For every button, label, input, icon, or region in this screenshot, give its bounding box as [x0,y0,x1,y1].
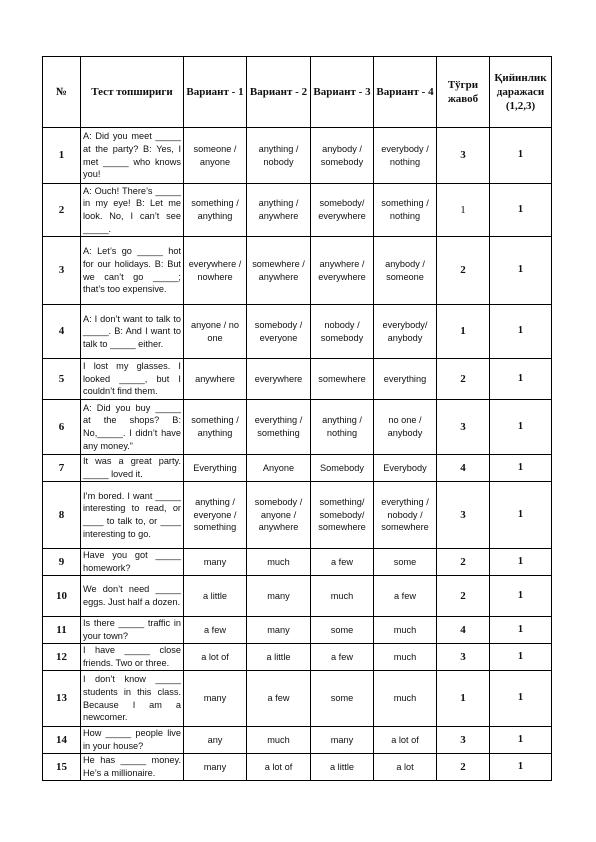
question-text: I have _____ close friends. Two or three. [81,644,184,671]
difficulty-level-cell: 1 [490,617,552,644]
question-number: 11 [43,617,81,644]
variant-2-cell: a few [247,671,311,727]
correct-answer-cell: 2 [437,754,490,781]
difficulty-level-cell: 1 [490,644,552,671]
variant-2-cell: somebody / anyone / anywhere [247,482,311,549]
variant-1-cell: anywhere [184,359,247,400]
difficulty-level-cell: 1 [490,754,552,781]
header-difficulty-level: Қийинлик даражаси (1,2,3) [490,57,552,128]
variant-4-cell: much [374,671,437,727]
variant-3-cell: nobody / somebody [311,305,374,359]
table-row [43,644,552,671]
variant-3-cell: somewhere [311,359,374,400]
variant-3-cell: anywhere / everywhere [311,237,374,305]
variant-2-cell: a lot of [247,754,311,781]
variant-1-cell: a few [184,617,247,644]
variant-4-cell: a lot of [374,727,437,754]
correct-answer-cell: 2 [437,237,490,305]
header-question: Тест топшириги [81,57,184,128]
difficulty-level-cell: 1 [490,549,552,576]
variant-1-cell: many [184,549,247,576]
variant-4-cell: a few [374,576,437,617]
question-number: 15 [43,754,81,781]
question-number: 14 [43,727,81,754]
variant-4-cell: much [374,617,437,644]
variant-4-cell: everybody / nothing [374,128,437,184]
variant-3-cell: some [311,617,374,644]
variant-1-cell: anyone / no one [184,305,247,359]
difficulty-level-cell: 1 [490,455,552,482]
table-row [43,549,552,576]
correct-answer-cell: 1 [437,305,490,359]
variant-2-cell: everywhere [247,359,311,400]
variant-1-cell: something / anything [184,184,247,237]
table-row [43,359,552,400]
table-row [43,671,552,727]
variant-1-cell: everywhere / nowhere [184,237,247,305]
variant-3-cell: anybody / somebody [311,128,374,184]
variant-1-cell: Everything [184,455,247,482]
variant-4-cell: everything / nobody / somewhere [374,482,437,549]
correct-answer-cell: 2 [437,576,490,617]
question-text: A: Did you meet _____ at the party? B: Yes, I met _____ who knows you! [81,128,184,184]
header-row [43,57,552,128]
correct-answer-cell: 3 [437,400,490,455]
correct-answer-cell: 2 [437,359,490,400]
variant-3-cell: a few [311,549,374,576]
table-row [43,482,552,549]
question-text: A: Ouch! There’s _____ in my eye! B: Let me look. No, I can’t see _____. [81,184,184,237]
correct-answer-cell: 3 [437,727,490,754]
question-text: It was a great party. _____ loved it. [81,455,184,482]
correct-answer-cell: 3 [437,128,490,184]
variant-2-cell: many [247,576,311,617]
variant-3-cell: anything / nothing [311,400,374,455]
question-text: We don’t need _____ eggs. Just half a dozen. [81,576,184,617]
correct-answer-cell: 2 [437,549,490,576]
question-number: 1 [43,128,81,184]
variant-2-cell: many [247,617,311,644]
difficulty-level-cell: 1 [490,237,552,305]
variant-2-cell: anything / nobody [247,128,311,184]
difficulty-level-cell: 1 [490,128,552,184]
variant-4-cell: everybody/ anybody [374,305,437,359]
variant-3-cell: much [311,576,374,617]
table-row [43,184,552,237]
variant-2-cell: somebody / everyone [247,305,311,359]
question-text: A: Let’s go _____ hot for our holidays. B: But we can’t go _____; that’s too expensive. [81,237,184,305]
table-row [43,305,552,359]
variant-4-cell: everything [374,359,437,400]
header-variant-4: Вариант - 4 [374,57,437,128]
table-row [43,455,552,482]
question-text: I don’t know _____ students in this class. Because I am a newcomer. [81,671,184,727]
correct-answer-cell: 3 [437,482,490,549]
variant-4-cell: some [374,549,437,576]
question-text: A: Did you buy _____ at the shops? B: No,_____. I didn’t have any money.” [81,400,184,455]
variant-2-cell: somewhere / anywhere [247,237,311,305]
variant-1-cell: any [184,727,247,754]
table-row [43,754,552,781]
difficulty-level-cell: 1 [490,359,552,400]
question-text: How _____ people live in your house? [81,727,184,754]
table-row [43,400,552,455]
question-number: 6 [43,400,81,455]
variant-4-cell: much [374,644,437,671]
variant-2-cell: everything / something [247,400,311,455]
variant-1-cell: many [184,671,247,727]
question-text: I lost my glasses. I looked _____, but I couldn’t find them. [81,359,184,400]
variant-2-cell: much [247,727,311,754]
correct-answer-cell: 4 [437,455,490,482]
question-number: 12 [43,644,81,671]
question-number: 8 [43,482,81,549]
variant-3-cell: somebody/ everywhere [311,184,374,237]
difficulty-level-cell: 1 [490,671,552,727]
table-row [43,617,552,644]
question-number: 10 [43,576,81,617]
variant-3-cell: Somebody [311,455,374,482]
header-variant-1: Вариант - 1 [184,57,247,128]
table-row [43,128,552,184]
table-row [43,576,552,617]
variant-3-cell: some [311,671,374,727]
difficulty-level-cell: 1 [490,305,552,359]
question-text: Is there _____ traffic in your town? [81,617,184,644]
question-number: 2 [43,184,81,237]
difficulty-level-cell: 1 [490,400,552,455]
difficulty-level-cell: 1 [490,727,552,754]
question-text: I’m bored. I want _____ interesting to read, or ____ to talk to, or ____ interesting to go. [81,482,184,549]
difficulty-level-cell: 1 [490,576,552,617]
correct-answer-cell: 1 [437,184,490,237]
variant-1-cell: anything / everyone / something [184,482,247,549]
variant-4-cell: a lot [374,754,437,781]
table-row [43,237,552,305]
correct-answer-cell: 3 [437,644,490,671]
header-variant-3: Вариант - 3 [311,57,374,128]
correct-answer-cell: 1 [437,671,490,727]
question-number: 3 [43,237,81,305]
question-number: 5 [43,359,81,400]
variant-4-cell: something / nothing [374,184,437,237]
question-number: 7 [43,455,81,482]
header-correct-answer: Тўгри жавоб [437,57,490,128]
variant-4-cell: Everybody [374,455,437,482]
question-number: 9 [43,549,81,576]
question-text: A: I don’t want to talk to _____. B: And I want to talk to _____ either. [81,305,184,359]
variant-4-cell: anybody / someone [374,237,437,305]
question-text: Have you got _____ homework? [81,549,184,576]
variant-1-cell: someone / anyone [184,128,247,184]
table-row [43,727,552,754]
test-table [42,56,552,781]
difficulty-level-cell: 1 [490,184,552,237]
question-text: He has _____ money. He’s a millionaire. [81,754,184,781]
variant-2-cell: a little [247,644,311,671]
variant-3-cell: something/ somebody/ somewhere [311,482,374,549]
variant-4-cell: no one / anybody [374,400,437,455]
variant-1-cell: something / anything [184,400,247,455]
header-variant-2: Вариант - 2 [247,57,311,128]
variant-1-cell: a little [184,576,247,617]
question-number: 4 [43,305,81,359]
variant-3-cell: a few [311,644,374,671]
variant-2-cell: Anyone [247,455,311,482]
variant-1-cell: a lot of [184,644,247,671]
variant-2-cell: anything / anywhere [247,184,311,237]
variant-2-cell: much [247,549,311,576]
correct-answer-cell: 4 [437,617,490,644]
variant-1-cell: many [184,754,247,781]
header-num: № [43,57,81,128]
question-number: 13 [43,671,81,727]
variant-3-cell: a little [311,754,374,781]
variant-3-cell: many [311,727,374,754]
difficulty-level-cell: 1 [490,482,552,549]
